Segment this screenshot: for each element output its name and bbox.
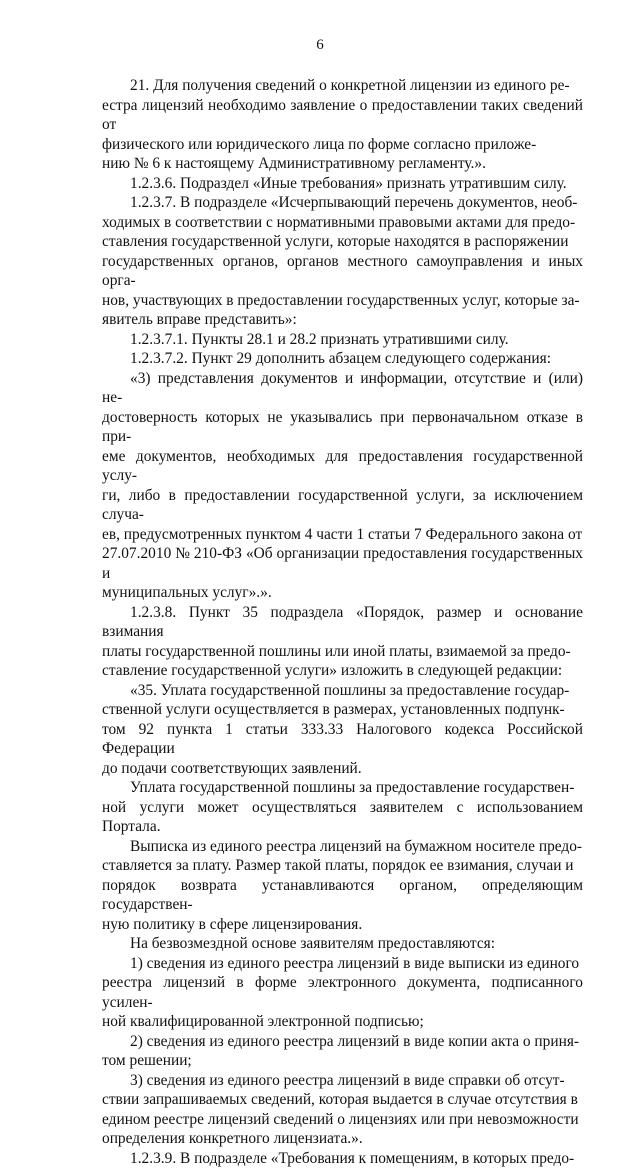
page-number: 6 <box>0 37 640 54</box>
paragraph-8: «35. Уплата государственной пошлины за предоставление государ- ственной услуги осуществляется в размерах, установленных подпунк- том 92 пункта 1 статьи 333.33 Налогового кодекса Российской Федерации до подачи соответствующих заявлений. <box>102 681 583 779</box>
paragraph-2: 1.2.3.6. Подраздел «Иные требования» признать утратившим силу. <box>102 174 583 194</box>
paragraph-12: 1) сведения из единого реестра лицензий в виде выписки из единого реестра лицензий в форме электронного документа, подписанного усилен- ной квалифицированной электронной подписью; <box>102 954 583 1032</box>
paragraph-4: 1.2.3.7.1. Пункты 28.1 и 28.2 признать утратившими силу. <box>102 330 583 350</box>
paragraph-15: 1.2.3.9. В подразделе «Требования к помещениям, в которых предо- <box>102 1149 583 1168</box>
paragraph-9: Уплата государственной пошлины за предоставление государствен- ной услуги может осуществляться заявителем с использованием Портала. <box>102 778 583 837</box>
paragraph-14: 3) сведения из единого реестра лицензий в виде справки об отсут- ствии запрашиваемых сведений, которая выдается в случае отсутствия в едином реестре лицензий сведений о лицензиях или при невозможности определения конкретного лицензиата.». <box>102 1071 583 1149</box>
paragraph-6: «3) представления документов и информации, отсутствие и (или) не- достоверность которых не указывались при первоначальном отказе в при- еме документов, необходимых для предоставления государственной услу- ги, либо в предоставлении государственной услуги, за исключением случа- ев, предусмотренных пунктом 4 части 1 статьи 7 Федерального закона от 27.07.2010 № 210-ФЗ «Об организации предоставления государственных и муниципальных услуг».». <box>102 369 583 603</box>
paragraph-10: Выписка из единого реестра лицензий на бумажном носителе предо- ставляется за плату. Размер такой платы, порядок ее взимания, случаи и порядок возврата устанавливаются органом, определяющим государствен- ную политику в сфере лицензирования. <box>102 837 583 935</box>
paragraph-3: 1.2.3.7. В подразделе «Исчерпывающий перечень документов, необ- ходимых в соответствии с нормативными правовыми актами для предо- ставления государственной услуги, которые находятся в распоряжении государственных органов, органов местного самоуправления и иных орга- нов, участвующих в предоставлении государственных услуг, которые за- явитель вправе представить»: <box>102 193 583 330</box>
document-body <box>102 76 583 1168</box>
paragraph-11: На безвозмездной основе заявителям предоставляются: <box>102 934 583 954</box>
paragraph-5: 1.2.3.7.2. Пункт 29 дополнить абзацем следующего содержания: <box>102 349 583 369</box>
paragraph-7: 1.2.3.8. Пункт 35 подраздела «Порядок, размер и основание взимания платы государственной пошлины или иной платы, взимаемой за предо- ставление государственной услуги» изложить в следующей редакции: <box>102 603 583 681</box>
paragraph-13: 2) сведения из единого реестра лицензий в виде копии акта о приня- том решении; <box>102 1032 583 1071</box>
paragraph-1: 21. Для получения сведений о конкретной лицензии из единого ре- естра лицензий необходимо заявление о предоставлении таких сведений от физического или юридического лица по форме согласно приложе- нию № 6 к настоящему Административному регламенту.». <box>102 76 583 174</box>
